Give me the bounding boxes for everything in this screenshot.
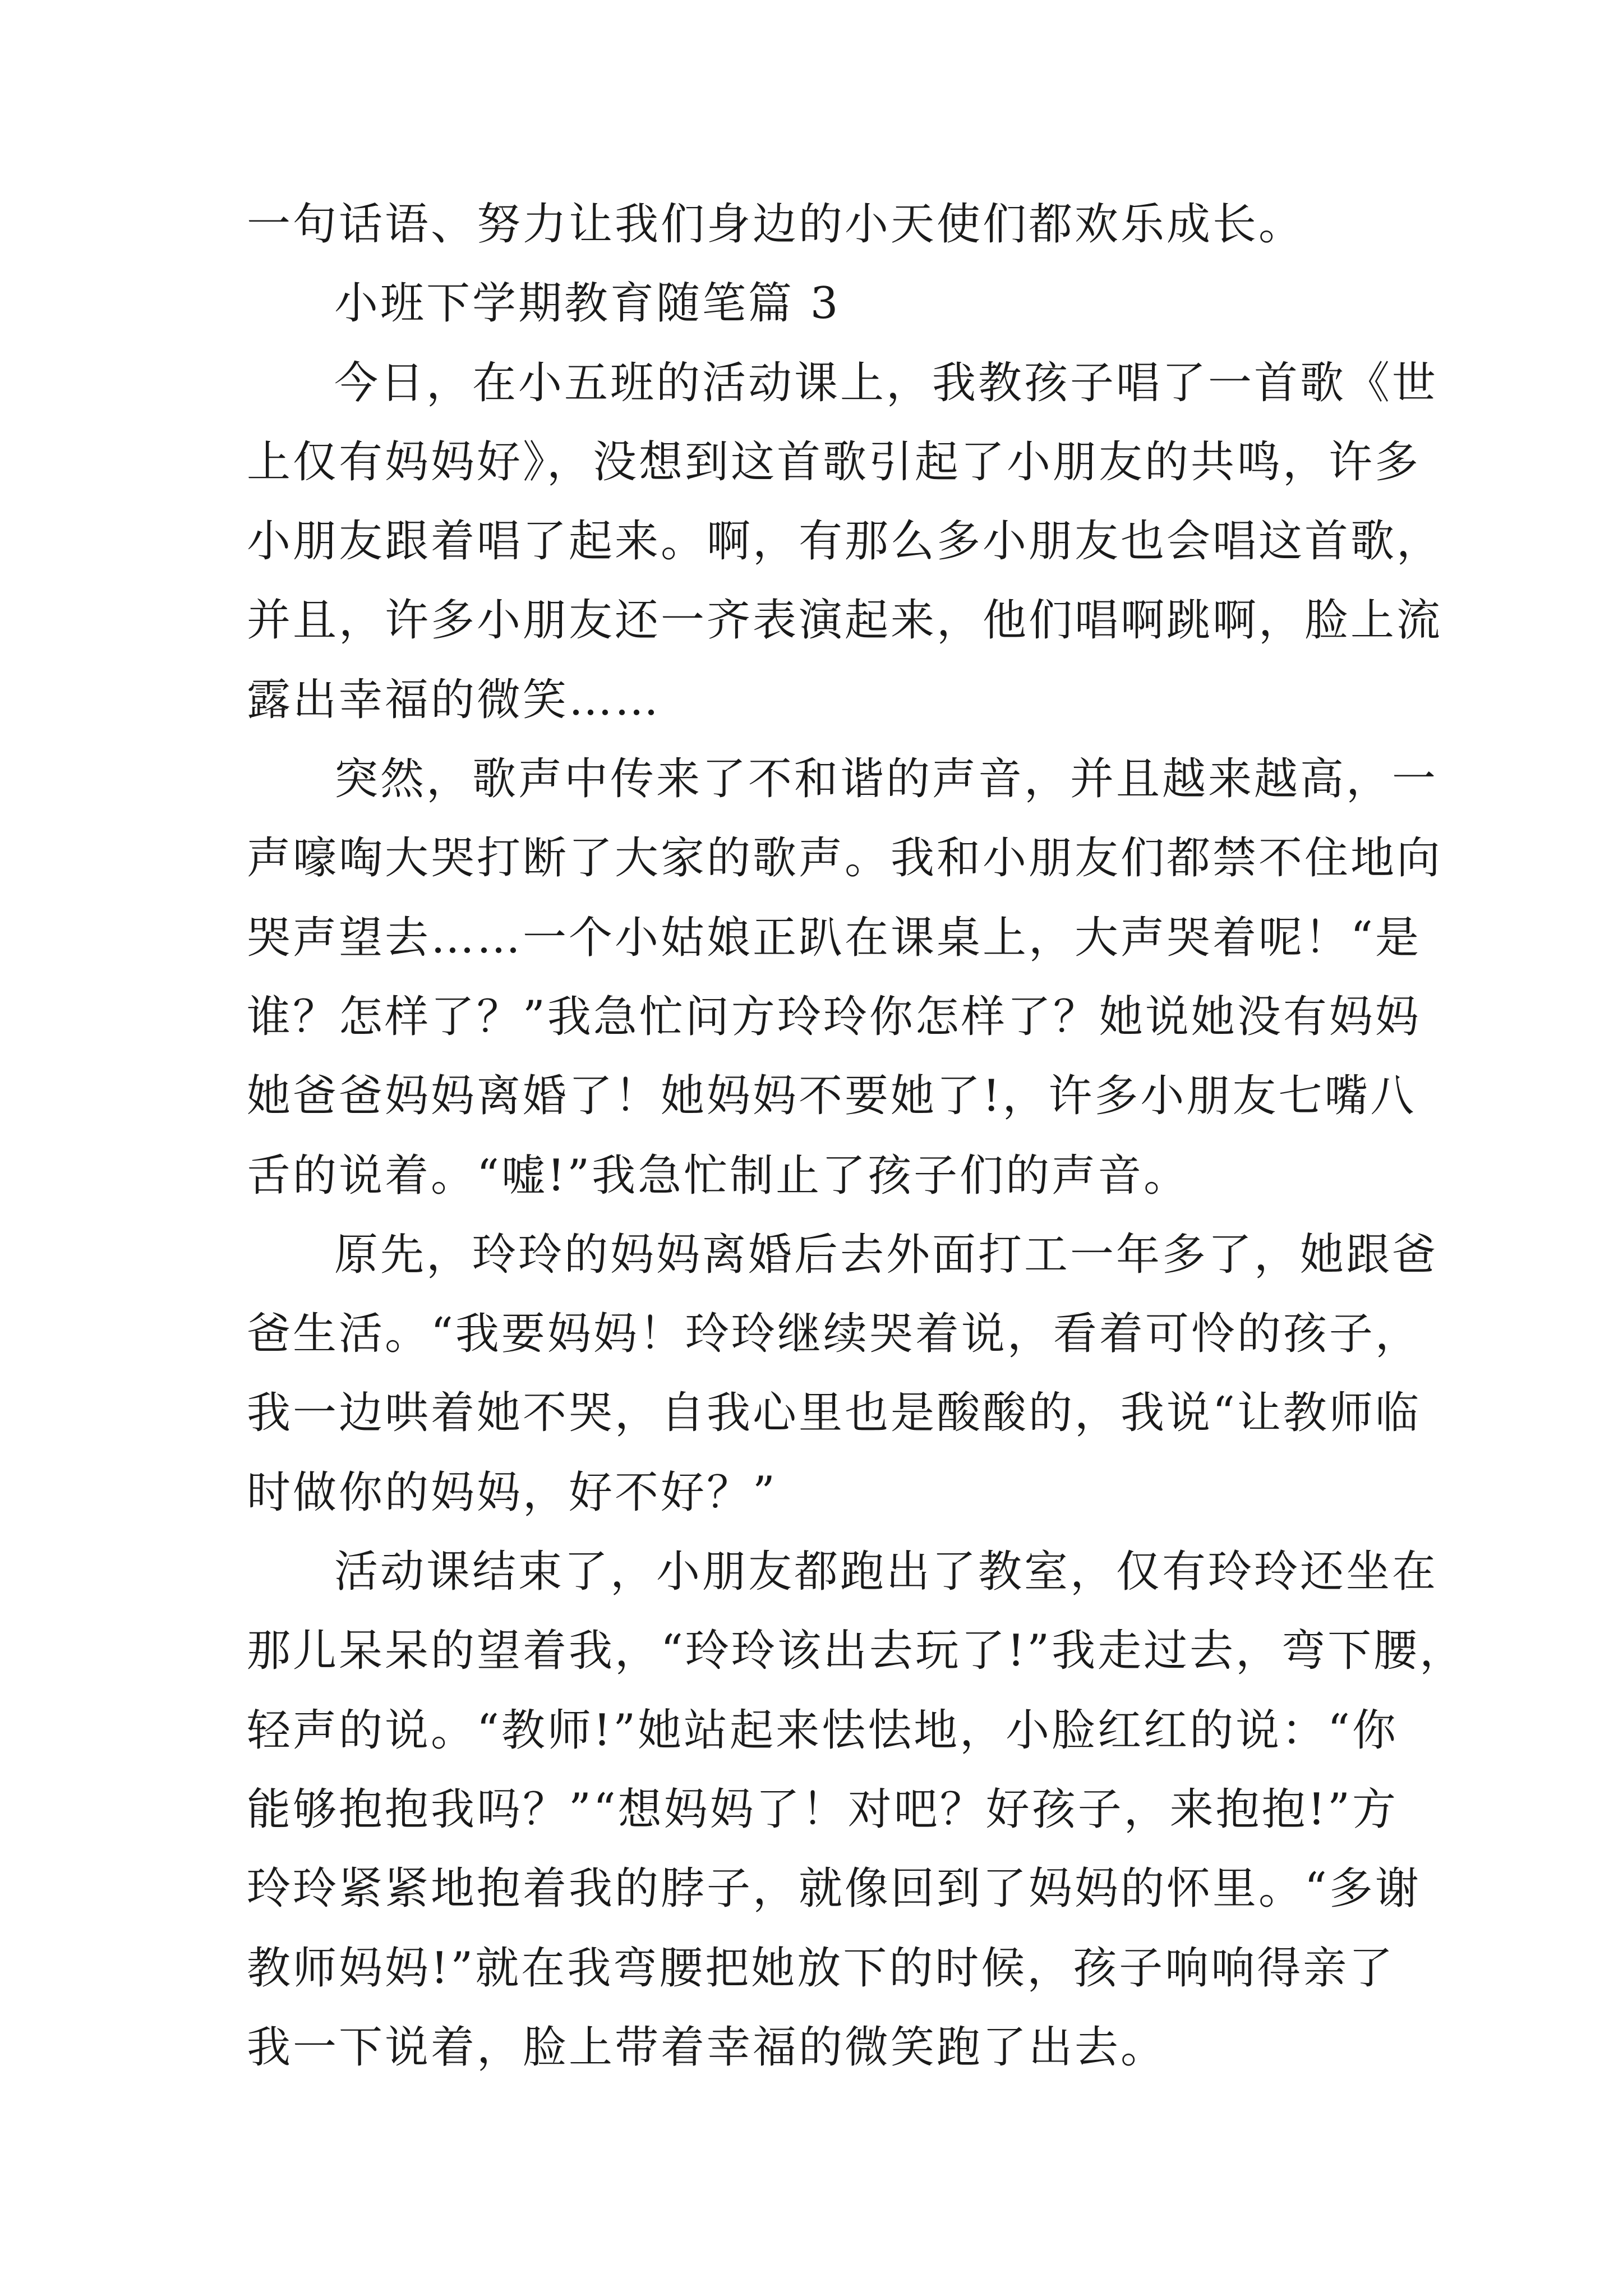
text-line: 突然，歌声中传来了不和谐的声音，并且越来越高，一	[334, 754, 1438, 805]
text-line: 小朋友跟着唱了起来。啊，有那么多小朋友也会唱这首歌，	[247, 516, 1443, 567]
text-line: 舌的说着。“嘘!”我急忙制止了孩子们的声音。	[247, 1150, 1190, 1201]
text-line: 爸生活。“我要妈妈！玲玲继续哭着说，看着可怜的孩子，	[247, 1309, 1421, 1360]
text-line: 哭声望去……一个小姑娘正趴在课桌上，大声哭着呢！“是	[247, 912, 1421, 963]
text-line: 活动课结束了，小朋友都跑出了教室，仅有玲玲还坐在	[334, 1547, 1438, 1598]
text-line: 上仅有妈妈好》，没想到这首歌引起了小朋友的共鸣，许多	[247, 436, 1421, 487]
text-line: 并且，许多小朋友还一齐表演起来，他们唱啊跳啊，脸上流	[247, 595, 1443, 646]
body-text	[247, 185, 1466, 2087]
text-line: 谁？怎样了？”我急忙问方玲玲你怎样了？她说她没有妈妈	[247, 991, 1421, 1042]
text-line: 教师妈妈!”就在我弯腰把她放下的时候，孩子响响得亲了	[247, 1943, 1395, 1994]
text-line: 声嚎啕大哭打断了大家的歌声。我和小朋友们都禁不住地向	[247, 833, 1443, 884]
text-line: 玲玲紧紧地抱着我的脖子，就像回到了妈妈的怀里。“多谢	[247, 1864, 1421, 1915]
text-line: 今日，在小五班的活动课上，我教孩子唱了一首歌《世	[334, 357, 1438, 408]
section-heading: 小班下学期教育随笔篇 3	[334, 278, 841, 329]
text-line: 时做你的妈妈，好不好？”	[247, 1467, 777, 1518]
text-line: 我一下说着，脸上带着幸福的微笑跑了出去。	[247, 2022, 1167, 2073]
text-line: 我一边哄着她不哭，自我心里也是酸酸的，我说“让教师临	[247, 1388, 1421, 1439]
text-line: 一句话语、努力让我们身边的小天使们都欢乐成长。	[247, 199, 1305, 250]
text-line: 轻声的说。“教师!”她站起来怯怯地，小脸红红的说：“你	[247, 1705, 1398, 1756]
text-line: 能够抱抱我吗？”“想妈妈了！对吧？好孩子，来抱抱!”方	[247, 1784, 1398, 1835]
text-line: 她爸爸妈妈离婚了！她妈妈不要她了!，许多小朋友七嘴八	[247, 1071, 1417, 1122]
text-line: 那儿呆呆的望着我，“玲玲该出去玩了!”我走过去，弯下腰，	[247, 1626, 1466, 1677]
text-line: 露出幸福的微笑……	[247, 674, 661, 725]
text-line: 原先，玲玲的妈妈离婚后去外面打工一年多了，她跟爸	[334, 1229, 1438, 1280]
